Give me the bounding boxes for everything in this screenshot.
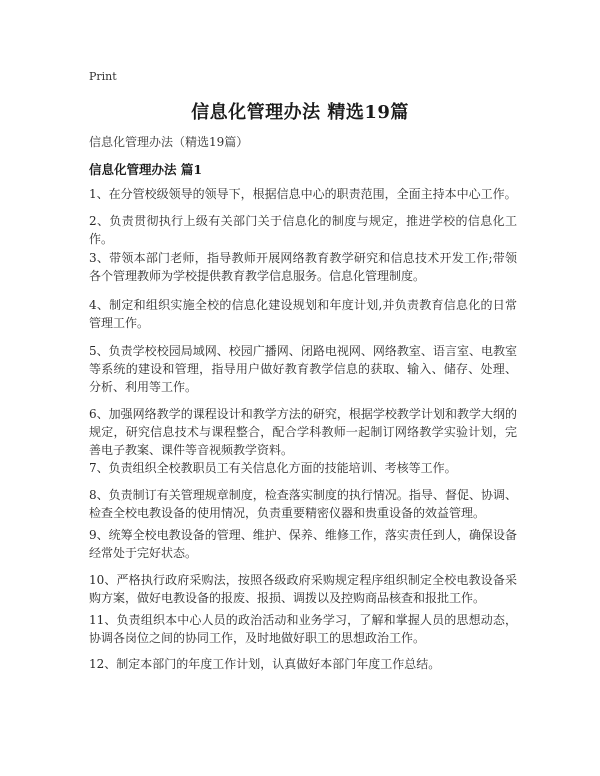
list-item: 3、带领本部门老师，指导教师开展网络教育教学研究和信息技术开发工作;带领各个管理教师为学校提供教育教学信息服务。信息化管理制度。 [89, 251, 517, 283]
print-label[interactable]: Print [89, 70, 117, 83]
list-item: 1、在分管校级领导的领导下，根据信息中心的职责范围，全面主持本中心工作。 [89, 187, 517, 201]
list-item: 4、制定和组织实施全校的信息化建设规划和年度计划,并负责教育信息化的日常管理工作。 [89, 298, 517, 330]
list-item: 7、负责组织全校教职员工有关信息化方面的技能培训、考核等工作。 [89, 461, 457, 475]
page-title: 信息化管理办法 精选19篇 [191, 102, 409, 123]
list-item: 6、加强网络教学的课程设计和教学方法的研究，根据学校教学计划和教学大纲的规定，研究信息技术与课程整合，配合学科教师一起制订网络教学实验计划，完善电子教案、课件等音视频教学资料。 [89, 407, 517, 457]
section-heading: 信息化管理办法 篇1 [89, 162, 203, 177]
list-item: 11、负责组织本中心人员的政治活动和业务学习，了解和掌握人员的思想动态，协调各岗位之间的协同工作，及时地做好职工的思想政治工作。 [89, 613, 517, 645]
list-item: 5、负责学校校园局域网、校园广播网、闭路电视网、网络教室、语言室、电教室等系统的建设和管理，指导用户做好教育教学信息的获取、输入、储存、处理、分析、利用等工作。 [89, 344, 517, 394]
document-subtitle: 信息化管理办法（精选19篇） [89, 135, 249, 149]
list-item: 2、负责贯彻执行上级有关部门关于信息化的制度与规定，推进学校的信息化工作。 [89, 214, 517, 246]
list-item: 10、严格执行政府采购法，按照各级政府采购规定程序组织制定全校电教设备采购方案，做好电教设备的报废、报损、调拨以及控购商品核查和报批工作。 [89, 573, 517, 605]
list-item: 12、制定本部门的年度工作计划，认真做好本部门年度工作总结。 [89, 657, 441, 671]
list-item: 9、统筹全校电教设备的管理、维护、保养、维修工作，落实责任到人，确保设备经常处于完好状态。 [89, 528, 517, 560]
list-item: 8、负责制订有关管理规章制度，检查落实制度的执行情况。指导、督促、协调、检查全校电教设备的使用情况，负责重要精密仪器和贵重设备的效益管理。 [89, 488, 517, 520]
